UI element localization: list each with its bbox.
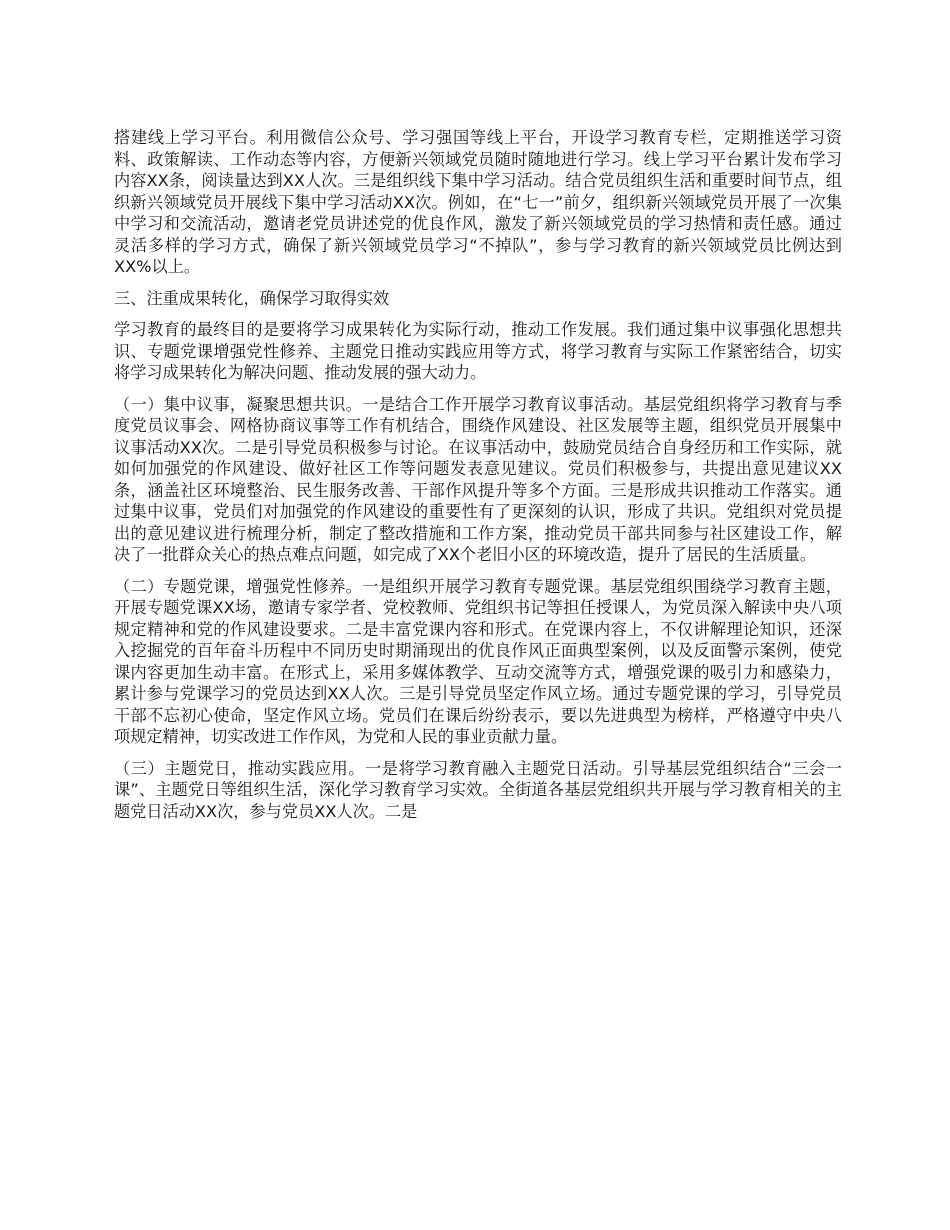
paragraph-results-intro: 学习教育的最终目的是要将学习成果转化为实际行动，推动工作发展。我们通过集中议事强化思想共识、专题党课增强党性修养、主题党日推动实践应用等方式，将学习教育与实际工作紧密结合，切实将学习成果转化为解决问题、推动发展的强大动力。 <box>114 320 842 382</box>
section-heading-results: 三、注重成果转化，确保学习取得实效 <box>114 288 390 308</box>
paragraph-collective-discussion: （一）集中议事，凝聚思想共识。一是结合工作开展学习教育议事活动。基层党组织将学习教育与季度党员议事会、网格协商议事等工作有机结合，围绕作风建设、社区发展等主题，组织党员开展集中议事活动XX次。二是引导党员积极参与讨论。在议事活动中，鼓励党员结合自身经历和工作实际，就如何加强党的作风建设、做好社区工作等问题发表意见建议。党员们积极参与，共提出意见建议XX条，涵盖社区环境整治、民生服务改善、干部作风提升等多个方面。三是形成共识推动工作落实。通过集中议事，党员们对加强党的作风建设的重要性有了更深刻的认识，形成了共识。党组织对党员提出的意见建议进行梳理分析，制定了整改措施和工作方案，推动党员干部共同参与社区建设工作，解决了一批群众关心的热点难点问题，如完成了XX个老旧小区的环境改造，提升了居民的生活质量。 <box>114 394 842 564</box>
document-page <box>114 127 842 832</box>
paragraph-party-day: （三）主题党日，推动实践应用。一是将学习教育融入主题党日活动。引导基层党组织结合“三会一课”、主题党日等组织生活，深化学习教育学习实效。全街道各基层党组织共开展与学习教育相关的主题党日活动XX次，参与党员XX人次。二是 <box>114 758 842 821</box>
paragraph-online-learning: 搭建线上学习平台。利用微信公众号、学习强国等线上平台，开设学习教育专栏，定期推送学习资料、政策解读、工作动态等内容，方便新兴领域党员随时随地进行学习。线上学习平台累计发布学习内容XX条，阅读量达到XX人次。三是组织线下集中学习活动。结合党员组织生活和重要时间节点，组织新兴领域党员开展线下集中学习活动XX次。例如，在“七一”前夕，组织新兴领域党员开展了一次集中学习和交流活动，邀请老党员讲述党的优良作风，激发了新兴领域党员的学习热情和责任感。通过灵活多样的学习方式，确保了新兴领域党员学习“不掉队”，参与学习教育的新兴领域党员比例达到XX%以上。 <box>114 128 842 276</box>
paragraph-party-lecture: （二）专题党课，增强党性修养。一是组织开展学习教育专题党课。基层党组织围绕学习教育主题，开展专题党课XX场，邀请专家学者、党校教师、党组织书记等担任授课人，为党员深入解读中央八项规定精神和党的作风建设要求。二是丰富党课内容和形式。在党课内容上，不仅讲解理论知识，还深入挖掘党的百年奋斗历程中不同历史时期涌现出的优良作风正面典型案例，以及反面警示案例，使党课内容更加生动丰富。在形式上，采用多媒体教学、互动交流等方式，增强党课的吸引力和感染力，累计参与党课学习的党员达到XX人次。三是引导党员坚定作风立场。通过专题党课的学习，引导党员干部不忘初心使命，坚定作风立场。党员们在课后纷纷表示，要以先进典型为榜样，严格遵守中央八项规定精神，切实改进工作作风，为党和人民的事业贡献力量。 <box>114 576 842 746</box>
